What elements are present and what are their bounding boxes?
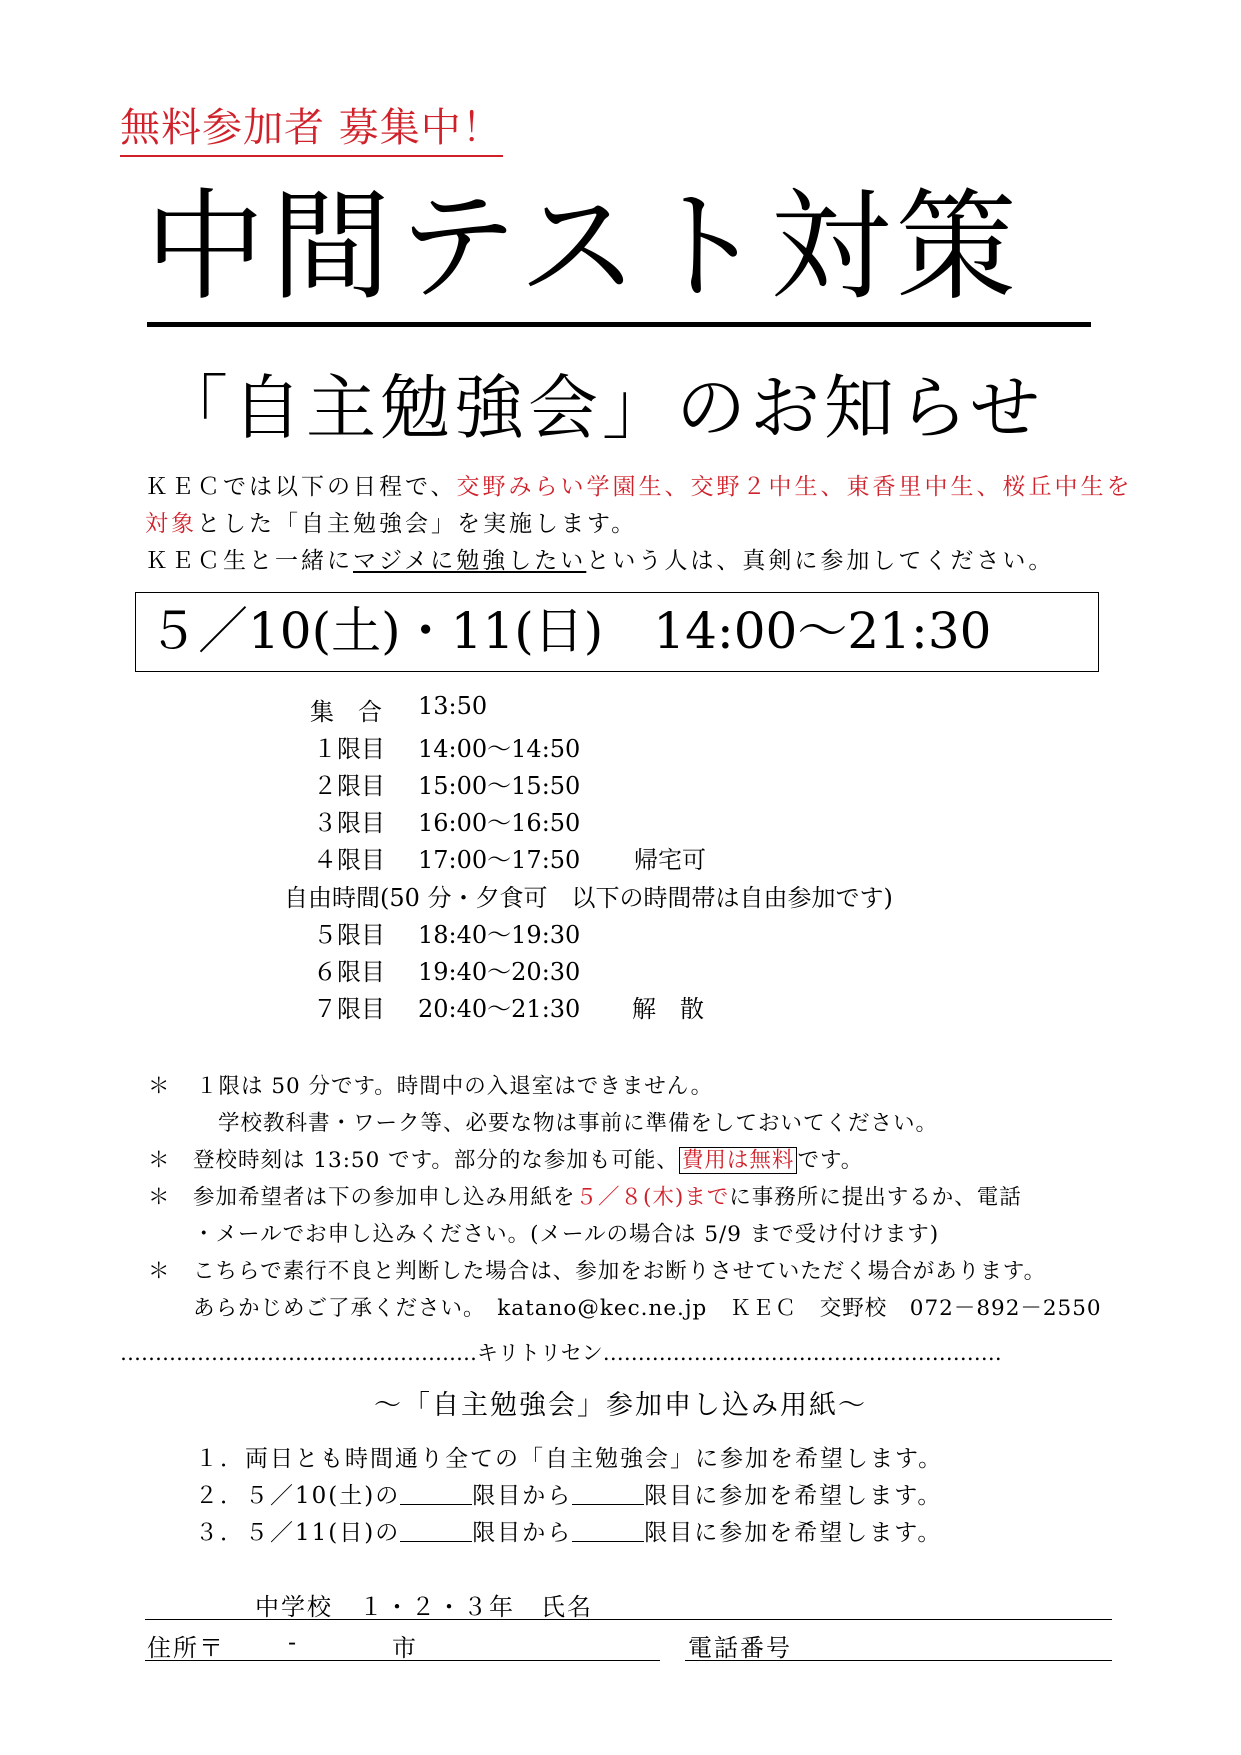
period-time: 16:00～16:50 xyxy=(418,809,581,837)
date-banner: ５／10(土)・11(日) 14:00～21:30 xyxy=(135,592,1099,672)
intro-text: ＫＥＣでは以下の日程で、 xyxy=(145,474,457,500)
period-label: ６限目 xyxy=(313,958,385,986)
title-underline xyxy=(147,322,1091,327)
note-bullet: ＊ xyxy=(148,1185,171,1210)
address-dash: - xyxy=(288,1628,299,1656)
option-text: 限目から xyxy=(472,1520,573,1546)
phone-label: 電話番号 xyxy=(688,1634,792,1662)
sub-title: 「自主勉強会」のお知らせ xyxy=(158,367,1044,449)
period-label: ５限目 xyxy=(313,921,385,949)
cut-line: ……………………………………………キリトリセン………………………………………………… xyxy=(120,1341,1002,1365)
period-label: １限目 xyxy=(313,735,385,763)
note-text: に事務所に提出するか、電話 xyxy=(729,1185,1022,1210)
intro-line-2 xyxy=(145,505,637,538)
target-label: 対象 xyxy=(145,511,197,537)
end-period-blank[interactable] xyxy=(572,1519,644,1542)
intro-line-3 xyxy=(145,542,1054,575)
intro-text: という人は、真剣に参加してください。 xyxy=(586,548,1055,574)
recruit-banner: 無料参加者 募集中！ xyxy=(120,96,503,157)
assembly-label: 集 合 xyxy=(310,698,382,726)
start-period-blank[interactable] xyxy=(400,1519,472,1542)
form-option-2 xyxy=(195,1477,942,1510)
option-text: 限目に参加を希望します。 xyxy=(644,1483,943,1509)
option-label: ３．５／11(日)の xyxy=(195,1520,401,1546)
form-option-3 xyxy=(195,1514,942,1547)
address-city: 市 xyxy=(392,1634,418,1662)
intro-text: ＫＥＣ生と一緒に xyxy=(145,548,353,574)
note-bullet: ＊ xyxy=(148,1259,171,1284)
period-label: ２限目 xyxy=(313,772,385,800)
form-option-1: １．両日とも時間通り全ての「自主勉強会」に参加を希望します。 xyxy=(195,1446,944,1472)
period-label: ７限目 xyxy=(313,995,385,1023)
deadline: ５／８(木)まで xyxy=(575,1185,730,1210)
note-4-line-1: こちらで素行不良と判断した場合は、参加をお断りさせていただく場合があります。 xyxy=(193,1259,1047,1284)
note-1-line-2: 学校教科書・ワーク等、必要な物は事前に準備をしておいてください。 xyxy=(218,1111,939,1136)
period-label: ４限目 xyxy=(313,846,385,874)
note-text: 登校時刻は 13:50 です。部分的な参加も可能、 xyxy=(193,1148,679,1173)
note-2 xyxy=(193,1143,863,1174)
intro-line-1 xyxy=(145,468,1133,501)
phone-line[interactable] xyxy=(685,1660,1112,1661)
address-label: 住所〒 xyxy=(147,1634,225,1662)
target-schools: 交野みらい学園生、交野２中生、東香里中生、桜丘中生を xyxy=(456,474,1133,500)
note-3-line-2: ・メールでお申し込みください。(メールの場合は 5/9 まで受け付けます) xyxy=(193,1222,940,1247)
form-title: ～「自主勉強会」参加申し込み用紙～ xyxy=(374,1390,867,1421)
start-period-blank[interactable] xyxy=(400,1482,472,1505)
free-fee-badge: 費用は無料 xyxy=(679,1147,798,1174)
intro-text: とした「自主勉強会」を実施します。 xyxy=(197,511,638,537)
end-period-blank[interactable] xyxy=(572,1482,644,1505)
note-3-line-1 xyxy=(193,1180,1022,1211)
main-title: 中間テスト対策 xyxy=(145,178,1023,317)
school-name-field: 中学校 １・２・３年 氏名 xyxy=(255,1593,593,1621)
period-time: 17:00～17:50 xyxy=(418,846,581,874)
period-time: 15:00～15:50 xyxy=(418,772,581,800)
period-label: ３限目 xyxy=(313,809,385,837)
name-line[interactable] xyxy=(145,1619,1112,1620)
note-text: です。 xyxy=(797,1148,864,1173)
option-text: 限目に参加を希望します。 xyxy=(644,1520,943,1546)
underlined-phrase: マジメに勉強したい xyxy=(353,548,587,574)
period-time: 19:40～20:30 xyxy=(418,958,581,986)
note-1-line-1: １限は 50 分です。時間中の入退室はできません。 xyxy=(196,1074,714,1099)
option-text: 限目から xyxy=(472,1483,573,1509)
period-time: 20:40～21:30 xyxy=(418,995,581,1023)
note-text: 参加希望者は下の参加申し込み用紙を xyxy=(193,1185,576,1210)
option-label: ２．５／10(土)の xyxy=(195,1483,401,1509)
note-bullet: ＊ xyxy=(148,1074,171,1099)
period-time: 14:00～14:50 xyxy=(418,735,581,763)
free-time-note: 自由時間(50 分・夕食可 以下の時間帯は自由参加です) xyxy=(284,884,893,912)
period-note: 解 散 xyxy=(632,995,704,1023)
address-line[interactable] xyxy=(145,1660,660,1661)
period-time: 18:40～19:30 xyxy=(418,921,581,949)
note-4-line-2: あらかじめご了承ください。 katano@kec.ne.jp ＫＥＣ 交野校 072－892－2550 xyxy=(193,1296,1102,1321)
period-note: 帰宅可 xyxy=(634,846,706,874)
note-bullet: ＊ xyxy=(148,1148,171,1173)
assembly-time: 13:50 xyxy=(418,692,488,720)
